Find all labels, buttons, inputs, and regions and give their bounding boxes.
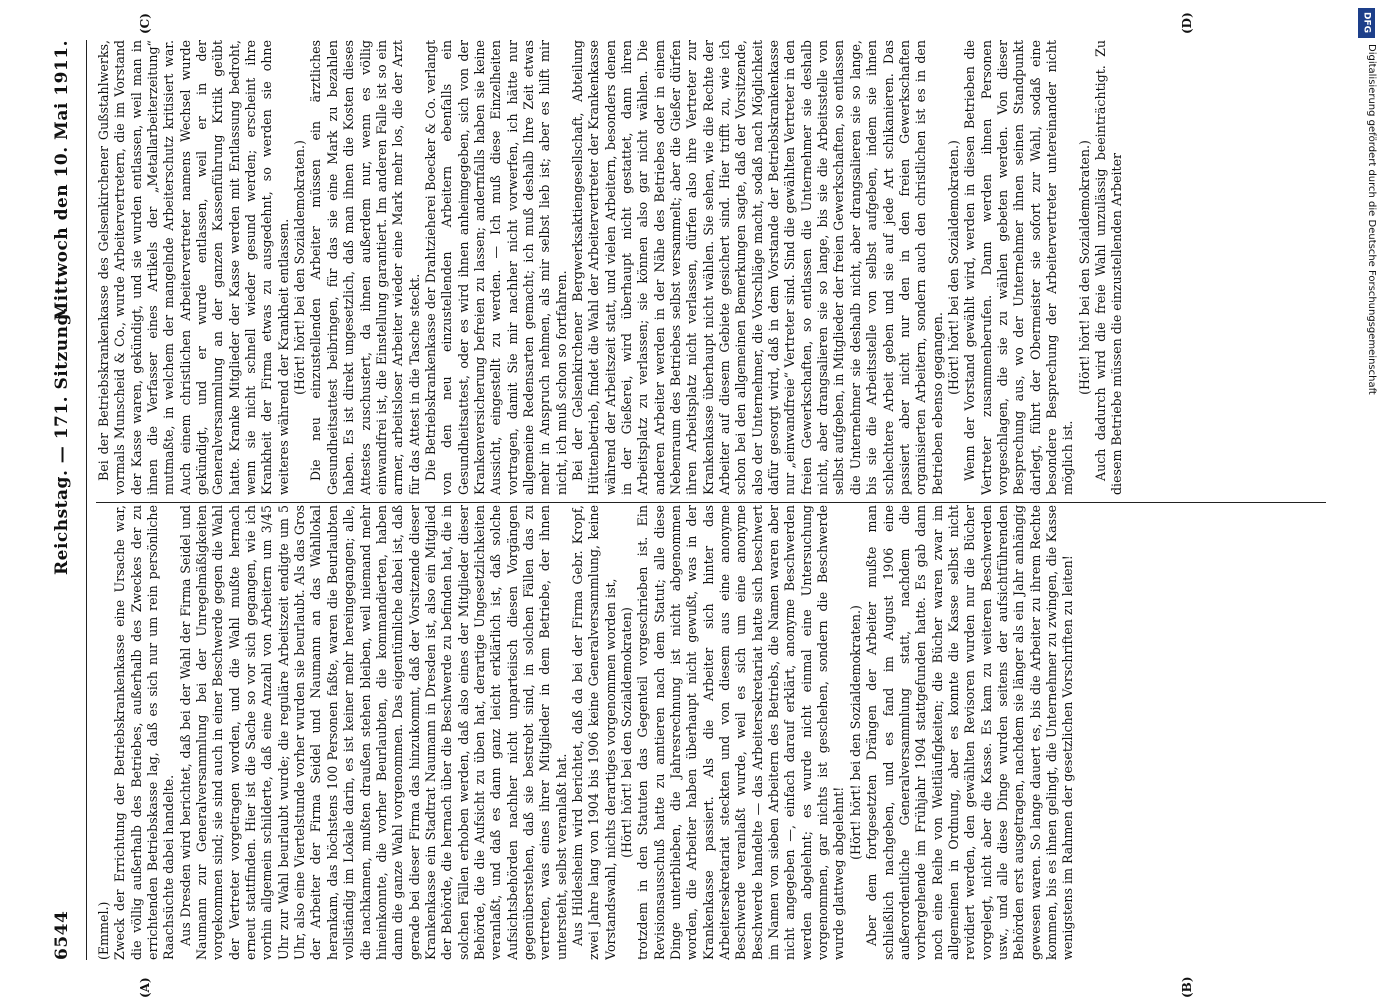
paragraph: Zweck der Errichtung der Betriebskrankenkasse eine Ursache war, die völlig außerhalb des Betriebes, außerhalb des Zweckes der zu errichtenden Betriebskasse lag, daß es sich nur um rein persönliche Raachsüchte dabei handelte. bbox=[112, 505, 177, 960]
paragraph: Auch dadurch wird die freie Wahl unzulässig beeinträchtigt. Zu diesem Betriebe müssen die einzustellenden Arbeiter bbox=[1092, 40, 1125, 495]
paragraph: Bei der Betriebskrankenkasse des Gelsenkirchener Gußstahlwerks, vormals Munscheid & Co., wurde Arbeitervertretern, die im Vorstand der Kasse waren, gekündigt, und sie wurden entlassen, weil man in ihnen die Verfasser eines Artikels der „Metallarbeiterzeitung“ mutmaßte, in welchem der mangelnde Arbeiterschutz kritisiert war. Auch einem christlichen Arbeitervertreter namens Wechsel wurde gekündigt, und er wurde entlassen, weil er in der Generalversammlung an der ganzen Kassenführung Kritik geübt hatte. Kranke Mitglieder der Kasse werden mit Entlassung bedroht, wenn sie nicht schnell wieder gesund werden; erscheint ihre Krankheit der Firma etwas zu ausgedehnt, so werden sie ohne weiteres während der Krankheit entlassen. bbox=[96, 40, 291, 495]
paragraph: Die neu einzustellenden Arbeiter müssen ein ärztliches Gesundheitsattest beibringen, für das sie eine Mark zu bezahlen haben. Es ist direkt ungesetzlich, daß man ihnen die Kosten dieses Attestes zuschustert, da ihnen außerdem nur, wenn es völlig einwandfrei ist, die Einstellung garantiert. Im anderen Falle ist so ein armer, arbeitsloser Arbeiter wieder eine Mark mehr los, die der Arzt für das Attest in die Tasche steckt. bbox=[308, 40, 422, 495]
paragraph: trotzdem in den Statuten das Gegenteil vorgeschrieben ist. Ein Revisionsausschuß hatte zu amtieren nach dem Statut; alle diese Dinge unterblieben, die Jahresrechnung ist nicht abgenommen worden, die Arbeiter haben überhaupt nicht gewußt, was in der Krankenkasse passiert. Als die Arbeiter sich hinter das Arbeitersekretariat steckten und von diesem aus eine anonyme Beschwerde veranlaßt wurde, weil es sich um eine anonyme Beschwerde handelte — das Arbeitersekretariat hatte sich beschwert im Namen von sieben Arbeitern des Betriebs, die Namen waren aber nicht angegeben —, einfach darauf erklärt, anonyme Beschwerden werden abgelehnt; es wurde nicht einmal eine Untersuchung vorgenommen, gar nichts ist geschehen, sondern die Beschwerde wurde glattweg abgelehnt! bbox=[635, 505, 847, 960]
paragraph: Die Betriebskrankenkasse der Drahtzieherei Boecker & Co. verlangt von den neu einzustellenden Arbeitern ebenfalls ein Gesundheitsattest, oder es wird ihnen anheimgegeben, sich von der Krankenversicherung befreien zu lassen; andernfalls haben sie keine Aussicht, eingestellt zu werden. — Ich muß diese Einzelheiten vortragen, damit Sie mir nachher nicht vorwerfen, ich hätte nur allgemeine Redensarten gemacht; ich muß deshalb Ihre Zeit etwas mehr in Anspruch nehmen, als mir selbst lieb ist; aber es hilft mir nicht, ich muß schon so fortfahren. bbox=[422, 40, 569, 495]
margin-letter-d: (D) bbox=[1180, 12, 1194, 34]
margin-letter-b: (B) bbox=[1180, 976, 1194, 998]
interjection: (Hört! hört! bei den Sozialdemokraten) bbox=[619, 607, 634, 858]
interjection: (Hört! hört! bei den Sozialdemokraten.) bbox=[945, 140, 961, 395]
dfg-logo: DFG bbox=[1358, 8, 1375, 38]
right-column bbox=[96, 40, 1326, 495]
header-rule bbox=[86, 40, 87, 960]
interjection: (Hört! hört! bei den Sozialdemokraten.) bbox=[1076, 140, 1092, 395]
margin-letter-c: (C) bbox=[138, 13, 152, 34]
margin-letter-a: (A) bbox=[138, 977, 152, 998]
page-number: 6544 bbox=[52, 910, 72, 960]
paragraph: Aber dem fortgesetzten Drängen der Arbeiter mußte man schließlich nachgeben, und es fand im August 1906 eine außerordentliche Generalversammlung statt, nachdem die vorhergehende im Frühjahr 1904 stattgefunden hatte. Es gab dann noch eine Reihe von Weitläufigkeiten; die Bücher waren zwar im allgemeinen in Ordnung, aber es konnte die Kasse selbst nicht revidiert werden, den gewählten Revisoren wurden nur die Bücher vorgelegt, nicht aber die Kasse. Es kam zu weiteren Beschwerden usw., und alle diese Dinge wurden seitens der aufsichtführenden Behörden erst ausgetragen, nachdem sie länger als ein Jahr anhängig gewesen waren. So lange dauert es, bis die Arbeiter zu ihrem Rechte kommen, bis es ihnen gelingt, die Unternehmer zu zwingen, die Kasse wenigstens im Rahmen der gesetzlichen Vorschriften zu leiten! bbox=[864, 505, 1076, 960]
left-column bbox=[96, 505, 1326, 960]
digitization-watermark bbox=[1355, 8, 1379, 988]
paragraph: Wenn der Vorstand gewählt wird, werden in diesen Betrieben die Vertreter zusammenberufen. Dann werden ihnen Personen vorgeschlagen, die sie zu wählen gebeten werden. Von dieser Besprechung aus, wo der Unternehmer ihnen seinen Standpunkt darlegt, führt der Obermeister sie sofort zur Wahl, sodaß eine besondere Besprechung der Arbeitervertreter untereinander nicht möglich ist. bbox=[962, 40, 1076, 495]
interjection: (Hört! hört! bei den Sozialdemokraten.) bbox=[847, 605, 863, 860]
speaker-name: (Emmel.) bbox=[96, 901, 111, 960]
interjection: (Hört! hört! bei den Sozialdemokraten.) bbox=[292, 140, 308, 395]
paragraph: Aus Hildesheim wird berichtet, daß da bei der Firma Gebr. Kropf, zwei Jahre lang von 1904 bis 1906 keine Generalversammlung, keine Vorstandswahl, nichts derartiges vorgenommen worden ist, bbox=[569, 505, 618, 960]
paragraph: Aus Dresden wird berichtet, daß bei der Wahl der Firma Seidel und Naumann zur Generalversammlung bei der Unregelmäßigkeiten vorgekommen sind; sie sind auch in einer Beschwerde gegen die Wahl der Vertreter vorgetragen worden, und die Wahl mußte hernach erneut stattfinden. Hier ist die Sache so vor sich gegangen, wie ich vorhin allgemein schilderte, daß eine Anzahl von Arbeitern um 3/45 Uhr zur Wahl beurlaubt wurde; die reguläre Arbeitszeit endigte um 5 Uhr, also eine Viertelstunde vorher wurden sie beurlaubt. Als das Gros der Arbeiter der Firma Seidel und Naumann an das Wahllokal herankam, das höchstens 100 Personen faßte, waren die Beurlaubten vollständig im Lokale darin, es ist keiner mehr hereingegangen; alle, die nachkamen, mußten draußen stehen bleiben, weil niemand mehr hineinkonnte, die vorher Beurlaubten, die kommandierten, haben dann die ganze Wahl vorgenommen. Das eigentümliche dabei ist, daß gerade bei dieser Firma das hinzukommt, daß der Vorsitzende dieser Krankenkasse ein Stadtrat Naumann in Dresden ist, also ein Mitglied der Behörde, die hernach über die Beschwerde zu befinden hat, die in solchen Fällen erhoben werden, daß also eines der Mitglieder dieser Behörde, die die Aufsicht zu üben hat, derartige Ungesetzlichkeiten veranlaßt, und daß es dann ganz leicht erklärlich ist, daß solche Aufsichtsbehörden nachher nicht unparteiisch diesen Vorgängen gegenüberstehen, daß sie bestrebt sind, in solchen Fällen das zu vertreten, was eines ihrer Mitglieder in dem Betriebe, der ihnen untersteht, selbst veranlaßt hat. bbox=[177, 505, 569, 960]
page-header bbox=[42, 40, 82, 960]
session-date: Mittwoch den 10. Mai 1911. bbox=[52, 40, 72, 321]
paragraph: Bei der Gelsenkirchener Bergwerksaktiengesellschaft, Abteilung Hüttenbetrieb, findet die Wahl der Arbeitervertreter der Krankenkasse während der Arbeitszeit statt, und vielen Arbeitern, besonders denen in der Gießerei, wird überhaupt nicht gestattet, dann ihren Arbeitsplatz zu verlassen; sie können also gar nicht wählen. Die anderen Arbeiter werden in der Nähe des Betriebes oder in einem Nebenraum des Betriebes selbst versammelt; aber die Gießer dürfen ihren Arbeitsplatz nicht verlassen, dürfen also ihre Vertreter zur Krankenkasse überhaupt nicht wählen. Sie sehen, wie die Rechte der Arbeiter auf diesem Gebiete gesichert sind. Hier trifft zu, wie ich schon bei den allgemeinen Bemerkungen sagte, daß der Vorsitzende, also der Unternehmer, die Vorschläge macht, sodaß nach Möglichkeit dafür gesorgt wird, daß in dem Vorstande der Betriebskrankenkasse nur „einwandfreie“ Vertreter sind. Sind die gewählten Vertreter in den freien Gewerkschaften, so entlassen die Unternehmer sie deshalb nicht, aber drangsalieren sie so lange, bis sie die Arbeitsstelle von selbst aufgeben, in Mitglieder der freien Gewerkschaften, so entlassen die Unternehmer sie deshalb nicht, aber drangsalieren sie so lange, bis sie die Arbeitsstelle von selbst aufgeben, indem sie ihnen schlechtere Arbeit geben und sie auf jede Art schikanieren. Das passiert aber nicht nur den in den freien Gewerkschaften organisierten Arbeitern, sondern auch den christlichen ist es in den Betrieben ebenso gegangen. bbox=[569, 40, 945, 495]
column-divider bbox=[96, 502, 1326, 503]
digitization-note: Digitalisierung gefördert durch die Deutsche Forschungsgemeinschaft bbox=[1366, 44, 1377, 395]
session-title: Reichstag. — 171. Sitzung. bbox=[52, 306, 72, 575]
